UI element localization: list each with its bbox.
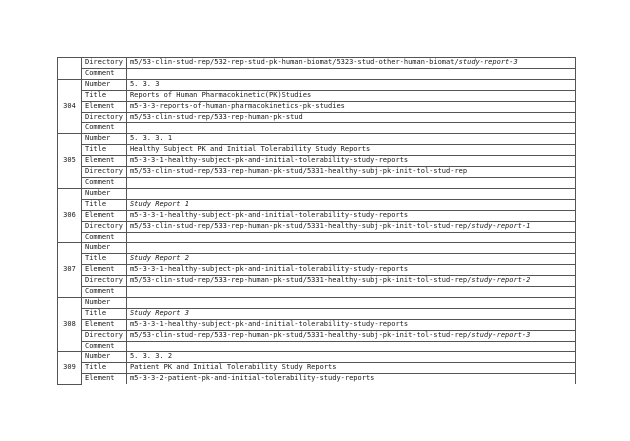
- field-value-text: m5/53-clin-stud-rep/532-rep-stud-pk-human-biomat/5323-stud-other-human-biomat/: [129, 58, 459, 66]
- table-row: [58, 221, 576, 232]
- table-row: [58, 319, 576, 330]
- table-row: [58, 374, 576, 384]
- field-value-text: m5-3-3-1-healthy-subject-pk-and-initial-tolerability-study-reports: [129, 210, 409, 219]
- field-value-cell: [126, 145, 575, 156]
- entry-number-cell: 308: [58, 297, 82, 352]
- field-label-cell: Number: [82, 352, 127, 363]
- field-value-text: m5-3-3-1-healthy-subject-pk-and-initial-tolerability-study-reports: [129, 265, 409, 274]
- table-row: [58, 101, 576, 112]
- field-label-cell: Number: [82, 243, 127, 254]
- field-label-cell: Comment: [82, 68, 127, 79]
- field-value-cell: [126, 58, 575, 69]
- field-value-text: m5/53-clin-stud-rep/533-rep-human-pk-stud/5331-healthy-subj-pk-init-tol-stud-rep/: [129, 330, 472, 339]
- field-value-cell: [126, 330, 575, 341]
- field-label-cell: Element: [82, 265, 127, 276]
- field-value-cell: [126, 341, 575, 352]
- field-value-cell: [126, 188, 575, 199]
- table-row: [58, 90, 576, 101]
- field-label-cell: Number: [82, 188, 127, 199]
- entry-number-cell: 309: [58, 352, 82, 384]
- field-label-cell: Title: [82, 199, 127, 210]
- field-value-cell: [126, 210, 575, 221]
- field-label-cell: Comment: [82, 287, 127, 298]
- table-row: [58, 243, 576, 254]
- field-label-cell: Number: [82, 79, 127, 90]
- table-row: [58, 134, 576, 145]
- table-row: [58, 265, 576, 276]
- table-row: [58, 167, 576, 178]
- table-row: [58, 308, 576, 319]
- field-value-cell: [126, 112, 575, 123]
- field-label-cell: Comment: [82, 123, 127, 134]
- table-row: [58, 352, 576, 363]
- field-value-text: m5-3-3-reports-of-human-pharmacokinetics-pk-studies: [129, 101, 345, 110]
- field-value-cell: [126, 308, 575, 319]
- field-label-cell: Element: [82, 319, 127, 330]
- field-label-cell: Number: [82, 297, 127, 308]
- field-value-cell: [126, 221, 575, 232]
- field-label-cell: Directory: [82, 276, 127, 287]
- field-value-cell: [126, 79, 575, 90]
- table-row: [58, 112, 576, 123]
- field-value-text: m5-3-3-2-patient-pk-and-initial-tolerability-study-reports: [129, 374, 375, 383]
- field-value-italic: study-report-1: [471, 221, 531, 230]
- table-row: [58, 79, 576, 90]
- field-value-cell: [126, 177, 575, 188]
- table-row: [58, 210, 576, 221]
- field-label-cell: Number: [82, 134, 127, 145]
- field-value-text: m5-3-3-1-healthy-subject-pk-and-initial-tolerability-study-reports: [129, 156, 409, 165]
- field-value-text: Healthy Subject PK and Initial Tolerability Study Reports: [129, 145, 371, 154]
- field-value-italic: Study Report 2: [129, 254, 189, 263]
- field-value-cell: [126, 352, 575, 363]
- field-value-text: m5-3-3-1-healthy-subject-pk-and-initial-tolerability-study-reports: [129, 319, 409, 328]
- entry-number-cell: 304: [58, 79, 82, 134]
- field-value-cell: [126, 167, 575, 178]
- field-value-cell: [126, 90, 575, 101]
- field-label-cell: Directory: [82, 112, 127, 123]
- field-value-text: 5. 3. 3. 2: [129, 352, 173, 361]
- field-value-cell: [126, 123, 575, 134]
- field-label-cell: Directory: [82, 58, 127, 69]
- table-row: [58, 341, 576, 352]
- field-value-cell: [126, 232, 575, 243]
- table-row: [58, 58, 576, 69]
- field-label-cell: Title: [82, 90, 127, 101]
- field-value-cell: [126, 68, 575, 79]
- field-value-text: 5. 3. 3: [129, 79, 160, 88]
- entry-number-cell: 306: [58, 188, 82, 243]
- table-row: [58, 254, 576, 265]
- entry-number-cell: 305: [58, 134, 82, 189]
- field-label-cell: Title: [82, 254, 127, 265]
- table-row: [58, 297, 576, 308]
- field-label-cell: Title: [82, 308, 127, 319]
- table-body: [58, 58, 576, 385]
- field-value-text: m5/53-clin-stud-rep/533-rep-human-pk-stud/5331-healthy-subj-pk-init-tol-stud-rep: [129, 167, 468, 176]
- field-value-cell: [126, 297, 575, 308]
- field-label-cell: Element: [82, 374, 127, 384]
- field-value-text: m5/53-clin-stud-rep/533-rep-human-pk-stud: [129, 112, 303, 121]
- entry-number-cell: 307: [58, 243, 82, 298]
- field-value-text: 5. 3. 3. 1: [129, 134, 173, 143]
- field-value-cell: [126, 265, 575, 276]
- field-value-italic: Study Report 3: [129, 308, 189, 317]
- field-value-text: m5/53-clin-stud-rep/533-rep-human-pk-stud/5331-healthy-subj-pk-init-tol-stud-rep/: [129, 221, 472, 230]
- field-value-cell: [126, 363, 575, 374]
- field-label-cell: Directory: [82, 330, 127, 341]
- field-value-italic: Study Report 1: [129, 199, 189, 208]
- field-label-cell: Directory: [82, 221, 127, 232]
- field-value-cell: [126, 254, 575, 265]
- field-label-cell: Comment: [82, 177, 127, 188]
- table-row: [58, 330, 576, 341]
- field-label-cell: Comment: [82, 232, 127, 243]
- field-value-cell: [126, 199, 575, 210]
- field-value-cell: [126, 134, 575, 145]
- table-row: [58, 145, 576, 156]
- field-label-cell: Element: [82, 210, 127, 221]
- field-label-cell: Comment: [82, 341, 127, 352]
- field-value-cell: [126, 319, 575, 330]
- entry-number-cell: [58, 58, 82, 80]
- field-value-text: m5/53-clin-stud-rep/533-rep-human-pk-stud/5331-healthy-subj-pk-init-tol-stud-rep/: [129, 276, 472, 285]
- field-value-cell: [126, 287, 575, 298]
- ectd-structure-table: [57, 57, 576, 385]
- field-label-cell: Directory: [82, 167, 127, 178]
- table-row: [58, 276, 576, 287]
- table-row: [58, 156, 576, 167]
- table-row: [58, 177, 576, 188]
- field-value-cell: [126, 276, 575, 287]
- table-row: [58, 68, 576, 79]
- field-value-cell: [126, 374, 575, 384]
- table-row: [58, 287, 576, 298]
- field-label-cell: Element: [82, 101, 127, 112]
- field-value-text: Reports of Human Pharmacokinetic(PK)Studies: [129, 90, 312, 99]
- table-row: [58, 199, 576, 210]
- field-value-cell: [126, 101, 575, 112]
- field-label-cell: Element: [82, 156, 127, 167]
- field-value-text: Patient PK and Initial Tolerability Study Reports: [129, 363, 337, 372]
- field-value-italic: study-report-3: [471, 330, 531, 339]
- field-label-cell: Title: [82, 363, 127, 374]
- table-row: [58, 232, 576, 243]
- field-value-italic: study-report-3: [458, 58, 518, 66]
- table-row: [58, 123, 576, 134]
- field-value-cell: [126, 156, 575, 167]
- table-row: [58, 188, 576, 199]
- table-row: [58, 363, 576, 374]
- field-label-cell: Title: [82, 145, 127, 156]
- field-value-cell: [126, 243, 575, 254]
- field-value-italic: study-report-2: [471, 276, 531, 285]
